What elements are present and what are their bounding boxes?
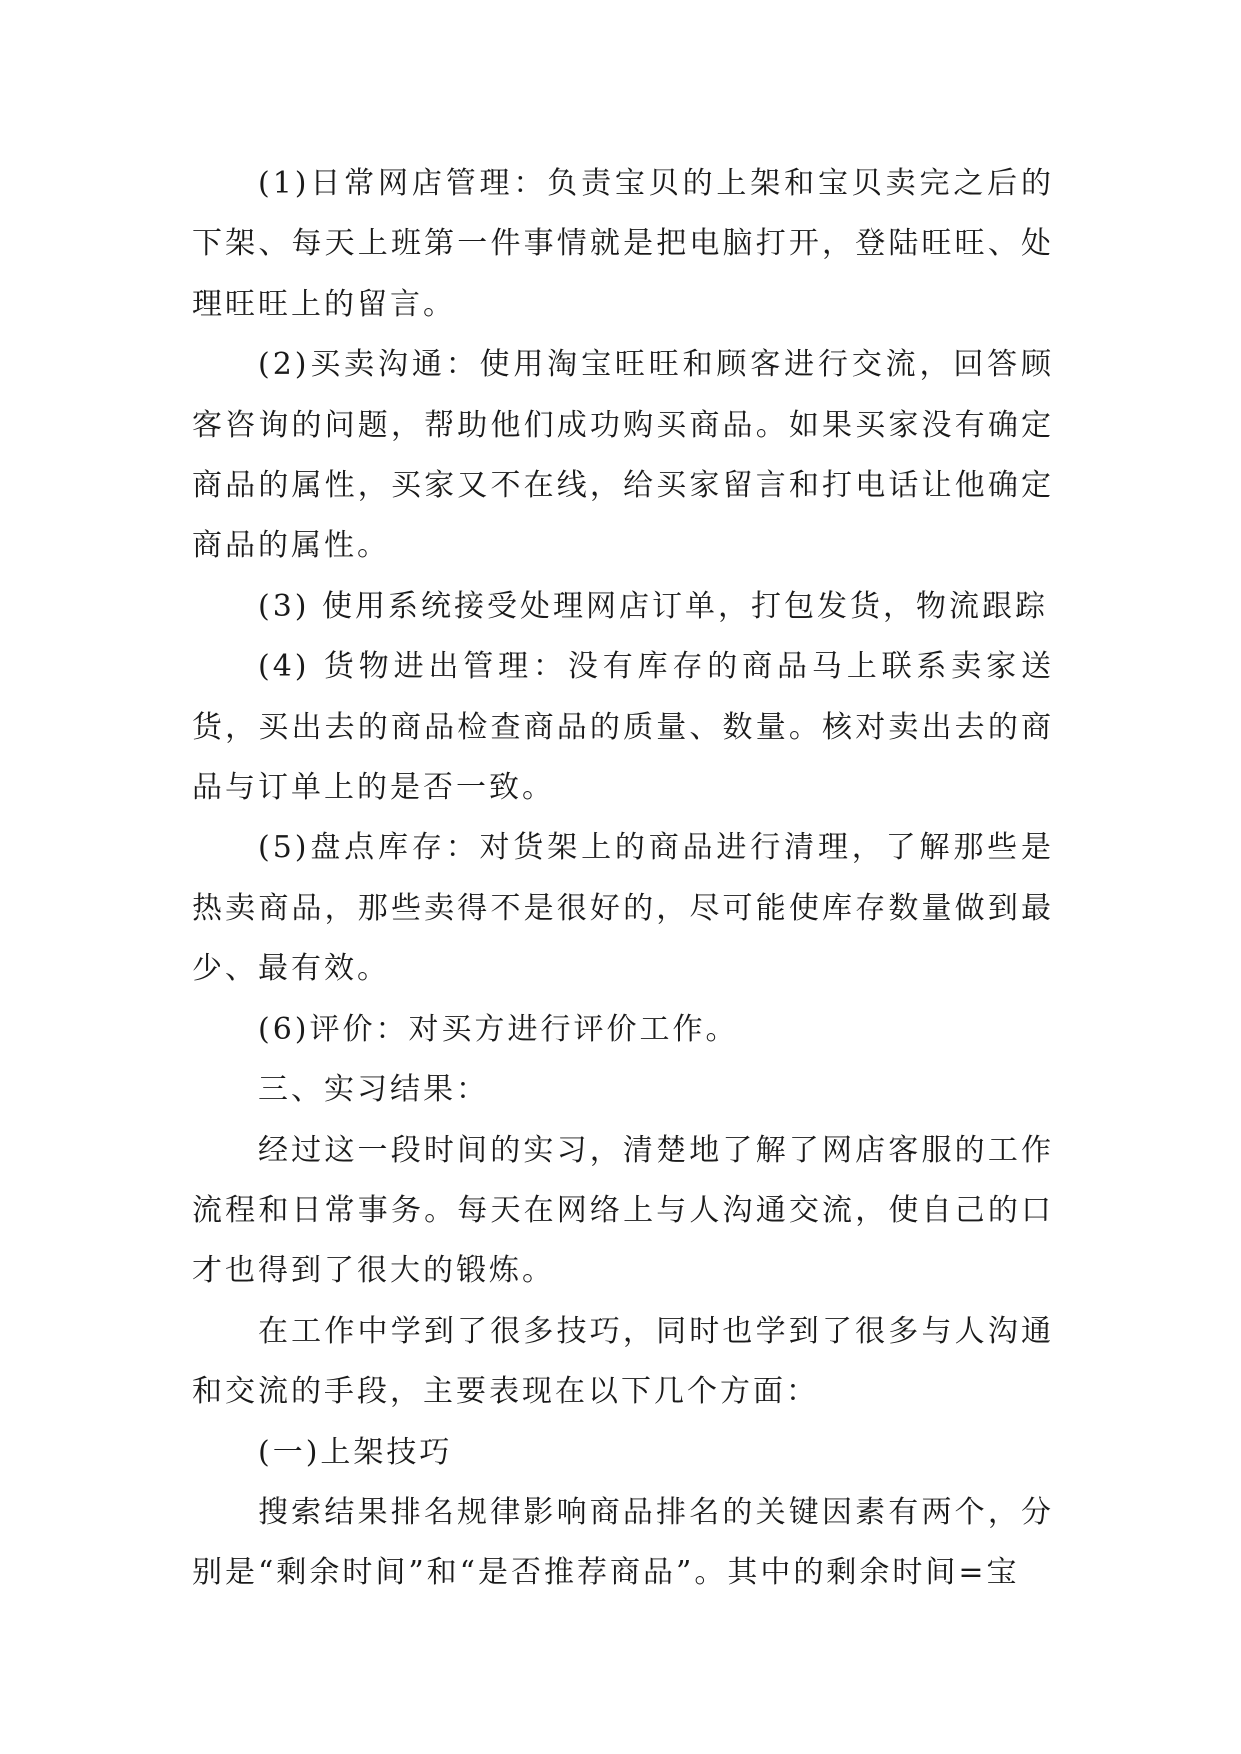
paragraph-skills-learned: 在工作中学到了很多技巧，同时也学到了很多与人沟通和交流的手段，主要表现在以下几个方面： bbox=[192, 1313, 1054, 1410]
paragraph-daily-store-management: (1)日常网店管理：负责宝贝的上架和宝贝卖完之后的下架、每天上班第一件事情就是把电脑打开，登陆旺旺、处理旺旺上的留言。 bbox=[192, 166, 1054, 322]
paragraph-buyer-seller-communication: (2)买卖沟通：使用淘宝旺旺和顾客进行交流，回答顾客咨询的问题，帮助他们成功购买商品。如果买家没有确定商品的属性，买家又不在线，给买家留言和打电话让他确定商品的属性。 bbox=[192, 347, 1054, 564]
document-body bbox=[192, 154, 1054, 1604]
paragraph-inventory-check: (5)盘点库存：对货架上的商品进行清理，了解那些是热卖商品，那些卖得不是很好的，尽可能使库存数量做到最少、最有效。 bbox=[192, 830, 1054, 987]
paragraph-search-ranking: 搜索结果排名规律影响商品排名的关键因素有两个，分别是“剩余时间”和“是否推荐商品”。其中的剩余时间=宝 bbox=[192, 1494, 1054, 1591]
paragraph-results-summary: 经过这一段时间的实习，清楚地了解了网店客服的工作流程和日常事务。每天在网络上与人沟通交流，使自己的口才也得到了很大的锻炼。 bbox=[192, 1132, 1054, 1289]
paragraph-evaluation: (6)评价：对买方进行评价工作。 bbox=[258, 1011, 739, 1047]
paragraph-order-processing: (3) 使用系统接受处理网店订单，打包发货，物流跟踪 bbox=[258, 588, 1049, 624]
section-heading-internship-results: 三、实习结果： bbox=[258, 1072, 489, 1108]
subheading-listing-skills: (一)上架技巧 bbox=[258, 1434, 453, 1470]
paragraph-goods-inout-management: (4) 货物进出管理：没有库存的商品马上联系卖家送货，买出去的商品检查商品的质量、数量。核对卖出去的商品与订单上的是否一致。 bbox=[192, 649, 1054, 806]
